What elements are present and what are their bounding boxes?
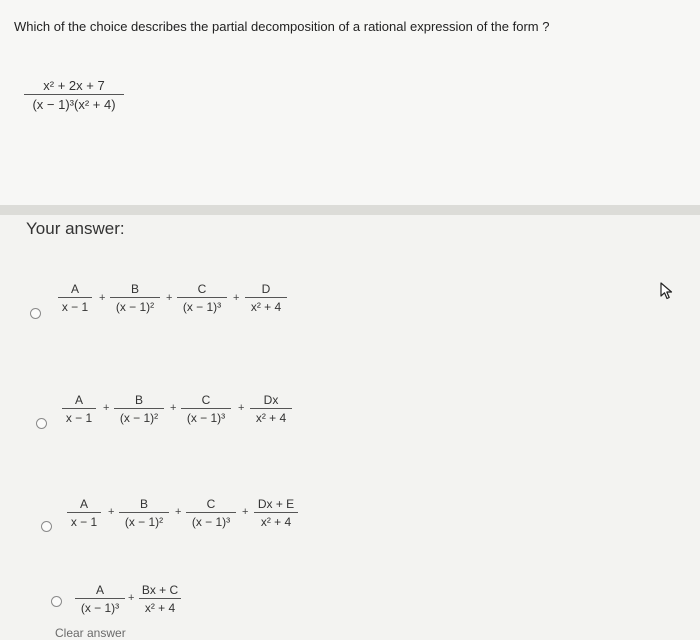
term-numerator: C: [206, 497, 216, 511]
term-numerator: Dx: [263, 393, 279, 407]
radio-button[interactable]: [41, 521, 52, 532]
mouse-pointer-icon: [660, 282, 674, 305]
fraction-term: [62, 393, 96, 425]
term-numerator: A: [74, 393, 83, 407]
fraction-term: [181, 393, 231, 425]
term-numerator: B: [139, 497, 148, 511]
term-numerator: Bx + C: [141, 583, 179, 597]
plus-sign: +: [242, 506, 249, 518]
term-numerator: B: [130, 282, 139, 296]
term-denominator: x − 1: [61, 300, 89, 314]
plus-sign: +: [238, 402, 245, 414]
term-denominator: x − 1: [70, 515, 98, 529]
fraction-term: [119, 497, 169, 529]
term-numerator: A: [95, 583, 104, 597]
expression-numerator: x² + 2x + 7: [43, 78, 105, 93]
question-text: Which of the choice describes the partial decomposition of a rational expression of the form ?: [14, 19, 550, 34]
term-denominator: (x − 1)²: [119, 411, 159, 425]
fraction-term: [67, 497, 101, 529]
term-denominator: (x − 1)³: [186, 411, 226, 425]
term-numerator: C: [201, 393, 211, 407]
plus-sign: +: [108, 506, 115, 518]
clear-answer-link[interactable]: Clear answer: [55, 626, 126, 640]
plus-sign: +: [175, 506, 182, 518]
term-denominator: (x − 1)³: [80, 601, 120, 615]
answer-heading: Your answer:: [26, 219, 125, 238]
question-expression: [24, 78, 124, 112]
section-divider: [0, 205, 700, 215]
fraction-term: [114, 393, 164, 425]
fraction-term: [177, 282, 227, 314]
term-denominator: (x − 1)²: [115, 300, 155, 314]
radio-button[interactable]: [36, 418, 47, 429]
plus-sign: +: [128, 592, 135, 604]
radio-button[interactable]: [51, 596, 62, 607]
answer-panel: [0, 215, 700, 640]
term-denominator: (x − 1)³: [182, 300, 222, 314]
term-numerator: Dx + E: [257, 497, 295, 511]
term-numerator: A: [79, 497, 88, 511]
term-denominator: (x − 1)³: [191, 515, 231, 529]
plus-sign: +: [166, 292, 173, 304]
term-denominator: x² + 4: [260, 515, 292, 529]
expression-denominator: (x − 1)³(x² + 4): [32, 97, 116, 112]
plus-sign: +: [99, 292, 106, 304]
fraction-term: [139, 583, 181, 615]
plus-sign: +: [233, 292, 240, 304]
term-denominator: x² + 4: [255, 411, 287, 425]
radio-button[interactable]: [30, 308, 41, 319]
fraction-term: [110, 282, 160, 314]
fraction-term: [254, 497, 298, 529]
term-numerator: D: [261, 282, 271, 296]
fraction-term: [245, 282, 287, 314]
plus-sign: +: [103, 402, 110, 414]
term-numerator: B: [134, 393, 143, 407]
fraction-term: [250, 393, 292, 425]
plus-sign: +: [170, 402, 177, 414]
term-numerator: A: [70, 282, 79, 296]
fraction-term: [75, 583, 125, 615]
term-denominator: (x − 1)²: [124, 515, 164, 529]
fraction-term: [58, 282, 92, 314]
term-denominator: x − 1: [65, 411, 93, 425]
term-denominator: x² + 4: [144, 601, 176, 615]
fraction-term: [186, 497, 236, 529]
term-denominator: x² + 4: [250, 300, 282, 314]
term-numerator: C: [197, 282, 207, 296]
